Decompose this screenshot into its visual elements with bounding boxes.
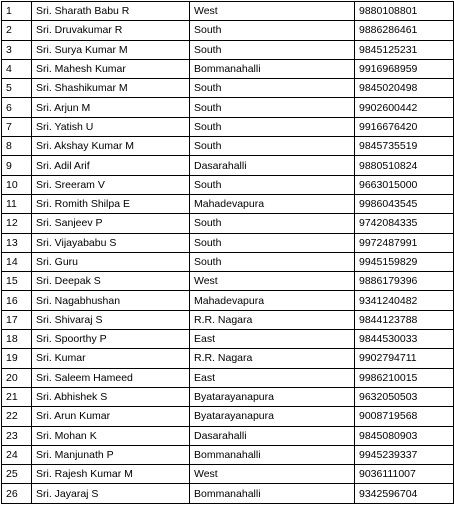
serial-number-cell: 2: [2, 21, 32, 40]
serial-number-cell: 21: [2, 387, 32, 406]
table-row: [2, 330, 454, 349]
zone-cell: South: [190, 214, 355, 233]
phone-number-cell: 9916676420: [355, 117, 454, 136]
name-cell: Sri. Druvakumar R: [32, 21, 190, 40]
zone-cell: R.R. Nagara: [190, 310, 355, 329]
zone-cell: Byatarayanapura: [190, 387, 355, 406]
name-cell: Sri. Arun Kumar: [32, 407, 190, 426]
table-row: [2, 233, 454, 252]
name-cell: Sri. Vijayababu S: [32, 233, 190, 252]
zone-cell: West: [190, 2, 355, 21]
serial-number-cell: 14: [2, 252, 32, 271]
name-cell: Sri. Yatish U: [32, 117, 190, 136]
name-cell: Sri. Arjun M: [32, 98, 190, 117]
name-cell: Sri. Kumar: [32, 349, 190, 368]
phone-number-cell: 9845020498: [355, 79, 454, 98]
table-row: [2, 407, 454, 426]
phone-number-cell: 9742084335: [355, 214, 454, 233]
name-cell: Sri. Adil Arif: [32, 156, 190, 175]
phone-number-cell: 9845125231: [355, 40, 454, 59]
serial-number-cell: 10: [2, 175, 32, 194]
table-row: [2, 2, 454, 21]
phone-number-cell: 9886286461: [355, 21, 454, 40]
zone-cell: South: [190, 98, 355, 117]
table-row: [2, 465, 454, 484]
serial-number-cell: 24: [2, 445, 32, 464]
zone-cell: Bommanahalli: [190, 59, 355, 78]
serial-number-cell: 22: [2, 407, 32, 426]
phone-number-cell: 9972487991: [355, 233, 454, 252]
name-cell: Sri. Sreeram V: [32, 175, 190, 194]
contact-table: [1, 1, 454, 504]
name-cell: Sri. Saleem Hameed: [32, 368, 190, 387]
serial-number-cell: 15: [2, 272, 32, 291]
phone-number-cell: 9880510824: [355, 156, 454, 175]
zone-cell: South: [190, 175, 355, 194]
zone-cell: East: [190, 368, 355, 387]
table-row: [2, 59, 454, 78]
phone-number-cell: 9844123788: [355, 310, 454, 329]
table-row: [2, 387, 454, 406]
name-cell: Sri. Romith Shilpa E: [32, 194, 190, 213]
zone-cell: South: [190, 21, 355, 40]
serial-number-cell: 1: [2, 2, 32, 21]
serial-number-cell: 9: [2, 156, 32, 175]
table-row: [2, 291, 454, 310]
phone-number-cell: 9663015000: [355, 175, 454, 194]
name-cell: Sri. Nagabhushan: [32, 291, 190, 310]
table-row: [2, 484, 454, 503]
zone-cell: Mahadevapura: [190, 291, 355, 310]
name-cell: Sri. Abhishek S: [32, 387, 190, 406]
table-row: [2, 252, 454, 271]
zone-cell: Bommanahalli: [190, 445, 355, 464]
serial-number-cell: 17: [2, 310, 32, 329]
phone-number-cell: 9844530033: [355, 330, 454, 349]
zone-cell: South: [190, 233, 355, 252]
serial-number-cell: 18: [2, 330, 32, 349]
zone-cell: Dasarahalli: [190, 426, 355, 445]
name-cell: Sri. Shivaraj S: [32, 310, 190, 329]
phone-number-cell: 9845735519: [355, 137, 454, 156]
phone-number-cell: 9902600442: [355, 98, 454, 117]
name-cell: Sri. Guru: [32, 252, 190, 271]
phone-number-cell: 9342596704: [355, 484, 454, 503]
table-row: [2, 310, 454, 329]
phone-number-cell: 9986210015: [355, 368, 454, 387]
zone-cell: East: [190, 330, 355, 349]
table-row: [2, 368, 454, 387]
phone-number-cell: 9945159829: [355, 252, 454, 271]
serial-number-cell: 5: [2, 79, 32, 98]
serial-number-cell: 20: [2, 368, 32, 387]
phone-number-cell: 9845080903: [355, 426, 454, 445]
zone-cell: Mahadevapura: [190, 194, 355, 213]
serial-number-cell: 12: [2, 214, 32, 233]
zone-cell: West: [190, 465, 355, 484]
zone-cell: Bommanahalli: [190, 484, 355, 503]
serial-number-cell: 8: [2, 137, 32, 156]
phone-number-cell: 9902794711: [355, 349, 454, 368]
name-cell: Sri. Shashikumar M: [32, 79, 190, 98]
contact-table-body: [2, 2, 454, 504]
zone-cell: R.R. Nagara: [190, 349, 355, 368]
table-row: [2, 117, 454, 136]
name-cell: Sri. Sharath Babu R: [32, 2, 190, 21]
serial-number-cell: 4: [2, 59, 32, 78]
phone-number-cell: 9886179396: [355, 272, 454, 291]
serial-number-cell: 13: [2, 233, 32, 252]
name-cell: Sri. Mahesh Kumar: [32, 59, 190, 78]
serial-number-cell: 25: [2, 465, 32, 484]
zone-cell: South: [190, 40, 355, 59]
phone-number-cell: 9986043545: [355, 194, 454, 213]
zone-cell: South: [190, 79, 355, 98]
name-cell: Sri. Manjunath P: [32, 445, 190, 464]
zone-cell: Dasarahalli: [190, 156, 355, 175]
table-row: [2, 40, 454, 59]
serial-number-cell: 26: [2, 484, 32, 503]
table-row: [2, 137, 454, 156]
serial-number-cell: 23: [2, 426, 32, 445]
phone-number-cell: 9632050503: [355, 387, 454, 406]
name-cell: Sri. Akshay Kumar M: [32, 137, 190, 156]
name-cell: Sri. Deepak S: [32, 272, 190, 291]
zone-cell: West: [190, 272, 355, 291]
name-cell: Sri. Sanjeev P: [32, 214, 190, 233]
serial-number-cell: 7: [2, 117, 32, 136]
table-row: [2, 272, 454, 291]
zone-cell: Byatarayanapura: [190, 407, 355, 426]
table-row: [2, 445, 454, 464]
table-row: [2, 214, 454, 233]
zone-cell: South: [190, 137, 355, 156]
table-row: [2, 21, 454, 40]
name-cell: Sri. Rajesh Kumar M: [32, 465, 190, 484]
serial-number-cell: 16: [2, 291, 32, 310]
table-row: [2, 349, 454, 368]
serial-number-cell: 11: [2, 194, 32, 213]
phone-number-cell: 9341240482: [355, 291, 454, 310]
zone-cell: South: [190, 117, 355, 136]
name-cell: Sri. Surya Kumar M: [32, 40, 190, 59]
table-row: [2, 426, 454, 445]
serial-number-cell: 3: [2, 40, 32, 59]
phone-number-cell: 9945239337: [355, 445, 454, 464]
name-cell: Sri. Mohan K: [32, 426, 190, 445]
phone-number-cell: 9916968959: [355, 59, 454, 78]
table-row: [2, 156, 454, 175]
name-cell: Sri. Jayaraj S: [32, 484, 190, 503]
table-row: [2, 175, 454, 194]
phone-number-cell: 9036111007: [355, 465, 454, 484]
serial-number-cell: 6: [2, 98, 32, 117]
table-row: [2, 194, 454, 213]
table-row: [2, 79, 454, 98]
zone-cell: South: [190, 252, 355, 271]
serial-number-cell: 19: [2, 349, 32, 368]
phone-number-cell: 9008719568: [355, 407, 454, 426]
phone-number-cell: 9880108801: [355, 2, 454, 21]
table-row: [2, 98, 454, 117]
name-cell: Sri. Spoorthy P: [32, 330, 190, 349]
